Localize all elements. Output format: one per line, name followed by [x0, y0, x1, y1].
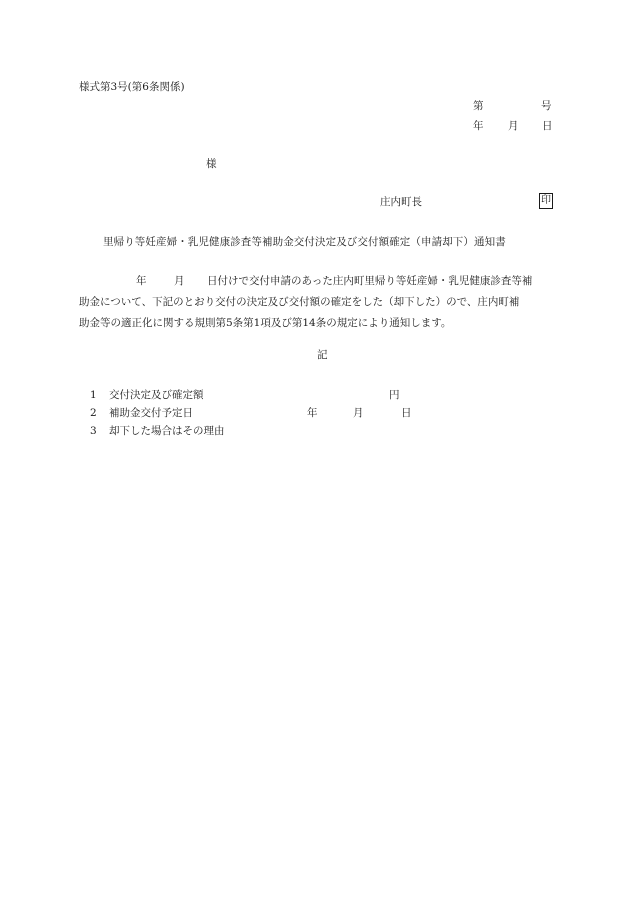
body-line-2: 助金について、下記のとおり交付の決定及び交付額の確定をした（却下した）ので、庄内町補: [79, 296, 520, 308]
amount-unit: 円: [389, 389, 400, 401]
date-month-label: 月: [508, 120, 519, 132]
date-year-label: 年: [473, 120, 484, 132]
schedule-day-label: 日: [401, 407, 412, 419]
item-label-schedule: 補助金交付予定日: [109, 407, 193, 419]
document-number-suffix: 号: [541, 100, 552, 112]
form-number: 様式第3号(第6条関係): [79, 81, 185, 93]
body-line-1: 日付けで交付申請のあった庄内町里帰り等妊産婦・乳児健康診査等補: [207, 275, 533, 287]
item-number: 3: [90, 425, 97, 437]
item-label-amount: 交付決定及び確定額: [109, 389, 204, 401]
document-number-label: 第: [473, 100, 484, 112]
body-line-3: 助金等の適正化に関する規則第5条第1項及び第14条の規定により通知します。: [79, 317, 452, 329]
schedule-month-label: 月: [353, 407, 364, 419]
date-day-label: 日: [542, 120, 553, 132]
body-month-label: 月: [174, 275, 185, 287]
seal-mark: 印: [539, 193, 553, 209]
ki-heading: 記: [317, 349, 328, 361]
body-year-label: 年: [136, 275, 147, 287]
item-number: 1: [90, 389, 97, 401]
item-number: 2: [90, 407, 97, 419]
item-label-reason: 却下した場合はその理由: [109, 425, 225, 437]
document-title: 里帰り等妊産婦・乳児健康診査等補助金交付決定及び交付額確定（申請却下）通知書: [103, 236, 506, 248]
addressee-honorific: 様: [206, 158, 217, 170]
schedule-year-label: 年: [307, 407, 318, 419]
issuer-name: 庄内町長: [380, 196, 422, 208]
